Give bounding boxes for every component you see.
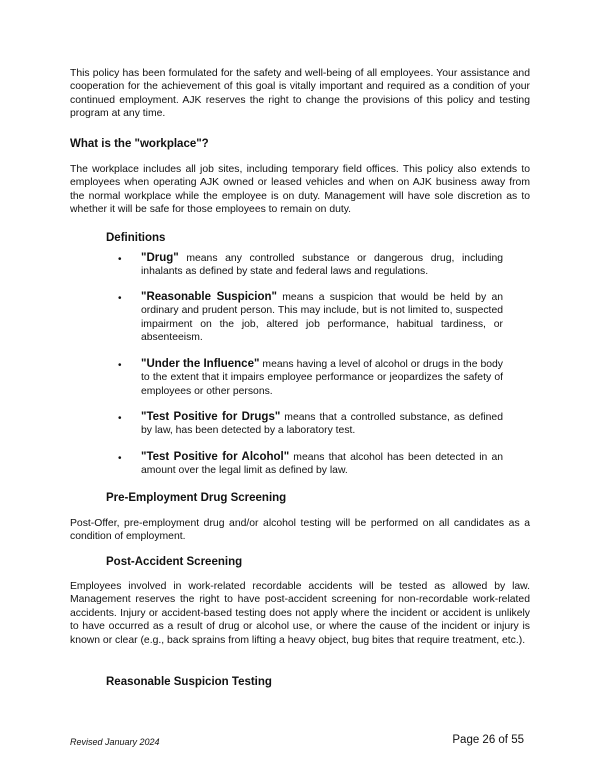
page-number: Page 26 of 55 <box>452 734 524 746</box>
bullet-icon: • <box>118 360 122 371</box>
post-accident-heading: Post-Accident Screening <box>106 556 243 568</box>
pre-employment-heading: Pre-Employment Drug Screening <box>106 492 287 504</box>
bullet-icon: • <box>118 413 122 424</box>
bullet-icon: • <box>118 293 122 304</box>
post-accident-paragraph: Employees involved in work-related recordable accidents will be tested as allowed by law. Management reserves the right to have post-accident screening for non-recordable work-related accidents. Injury or accident-based testing does not apply where the incident or accident is unlikely to have occurred as a result of drug or alcohol use, or where the cause of the incident or injury is known or clear (e.g., back sprains from lifting a heavy object, bug bites that require treatment, etc.). <box>70 581 530 646</box>
definition-text: means a suspicion that would be held by an ordinary and prudent person. This may include, but is not limited to, suspected impairment on the job, altered job performance, habitual tardiness, or absenteeism. <box>141 292 503 344</box>
definition-term: "Reasonable Suspicion" <box>141 291 277 303</box>
definition-text: means having a level of alcohol or drugs in the body to the extent that it impairs employee performance or jeopardizes the safety of employees or other persons. <box>141 359 503 397</box>
pre-employment-paragraph: Post-Offer, pre-employment drug and/or alcohol testing will be performed on all candidates as a condition of employment. <box>70 518 530 543</box>
bullet-icon: • <box>118 254 122 265</box>
definition-term: "Test Positive for Alcohol" <box>141 451 290 463</box>
definition-item <box>141 451 503 478</box>
definition-term: "Under the Influence" <box>141 358 260 370</box>
bullet-icon: • <box>118 453 122 464</box>
revision-date: Revised January 2024 <box>70 737 160 747</box>
definition-term: "Drug" <box>141 252 179 264</box>
intro-paragraph: This policy has been formulated for the safety and well-being of all employees. Your assistance and cooperation for the achievement of this goal is vitally important and required as a condition of your continued employment. AJK reserves the right to change the provisions of this policy and testing program at any time. <box>70 68 530 120</box>
definition-item <box>141 252 503 279</box>
reasonable-suspicion-heading: Reasonable Suspicion Testing <box>106 676 272 688</box>
workplace-heading: What is the "workplace"? <box>70 138 209 150</box>
definition-item <box>141 411 503 438</box>
definition-text: means any controlled substance or dangerous drug, including inhalants as defined by state and federal laws and regulations. <box>141 253 503 278</box>
definition-term: "Test Positive for Drugs" <box>141 411 281 423</box>
definition-item <box>141 358 503 398</box>
definition-item <box>141 291 503 345</box>
workplace-paragraph: The workplace includes all job sites, including temporary field offices. This policy also extends to employees when operating AJK owned or leased vehicles and when on AJK business away from the normal workplace while the employee is on duty. Management will have sole discretion as to whether it will be safe for those employees to remain on duty. <box>70 164 530 216</box>
definition-text: means that alcohol has been detected in an amount over the legal limit as defined by law. <box>141 452 503 477</box>
definitions-heading: Definitions <box>106 232 166 244</box>
definition-text: means that a controlled substance, as defined by law, has been detected by a laboratory test. <box>141 412 503 437</box>
